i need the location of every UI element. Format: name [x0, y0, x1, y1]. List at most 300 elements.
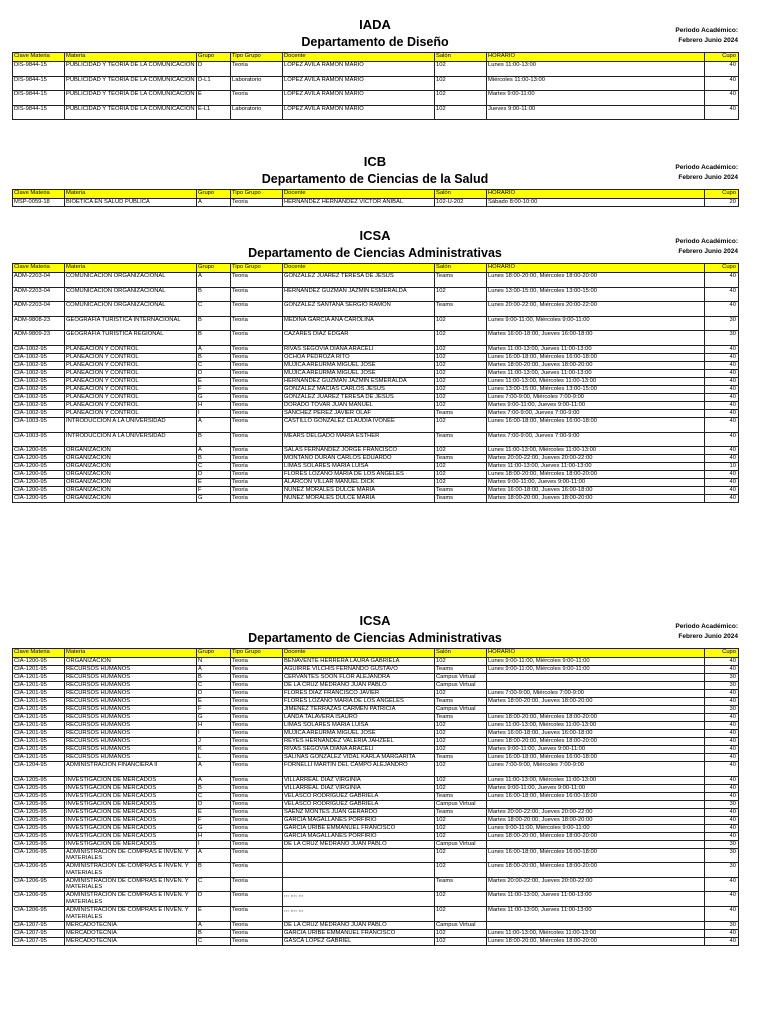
cell-horario: Lunes 13:00-15:00, Miércoles 13:00-15:00	[487, 385, 705, 393]
cell-horario: Lunes 11:00-13:00, Miércoles 11:00-13:00	[487, 377, 705, 385]
table-header-row	[13, 264, 739, 273]
cell-docente: RIVAS SEGOVIA DIANA ARACELI	[283, 746, 435, 754]
table-row	[13, 816, 739, 824]
cell-grupo: K	[197, 746, 231, 754]
table-row	[13, 877, 739, 892]
department-title: Departamento de Ciencias Administrativas	[248, 246, 502, 260]
period-label: Periodo Académico:	[675, 238, 738, 245]
institute-title: ICB	[363, 154, 387, 169]
cell-horario: Lunes 9:00-11:00, Miércoles 9:00-11:00	[487, 666, 705, 674]
cell-clave: ADM-2203-04	[13, 287, 65, 302]
cell-cupo: 40	[705, 690, 739, 698]
cell-cupo: 30	[705, 331, 739, 346]
cell-salon: 102	[435, 471, 487, 479]
cell-grupo: B	[197, 316, 231, 331]
cell-salon: 102	[435, 361, 487, 369]
cell-clave: CIA-1200-95	[13, 447, 65, 455]
cell-grupo: E	[197, 906, 231, 921]
cell-grupo: B	[197, 353, 231, 361]
cell-salon: 102	[435, 369, 487, 377]
column-header-cupo: Cupo	[705, 264, 739, 273]
cell-cupo: 40	[705, 62, 739, 77]
cell-grupo: B	[197, 929, 231, 937]
cell-grupo: C	[197, 792, 231, 800]
cell-salon: 102	[435, 479, 487, 487]
cell-grupo: B	[197, 455, 231, 463]
table-row	[13, 487, 739, 495]
cell-cupo: 40	[705, 666, 739, 674]
table-row	[13, 495, 739, 503]
cell-materia: RECURSOS HUMANOS	[65, 698, 197, 706]
cell-tipo: Teoria	[231, 674, 283, 682]
cell-horario: Martes 7:00-9:00, Jueves 7:00-9:00	[487, 432, 705, 447]
cell-tipo: Teoria	[231, 377, 283, 385]
cell-docente: LOPEZ AVILA RAMON MARIO	[283, 62, 435, 77]
cell-grupo: G	[197, 393, 231, 401]
cell-clave: CIA-1002-95	[13, 361, 65, 369]
cell-docente: VILLARREAL DIAZ VIRGINIA	[283, 784, 435, 792]
cell-clave: CIA-1201-95	[13, 674, 65, 682]
cell-materia: PLANEACION Y CONTROL	[65, 369, 197, 377]
table-row	[13, 762, 739, 777]
cell-clave: CIA-1201-95	[13, 738, 65, 746]
cell-grupo: D-L1	[197, 76, 231, 91]
cell-cupo: 40	[705, 937, 739, 945]
cell-tipo: Teoria	[231, 316, 283, 331]
cell-grupo: F	[197, 706, 231, 714]
column-header-grupo: Grupo	[197, 264, 231, 273]
academic-period	[675, 237, 738, 257]
cell-grupo: B	[197, 863, 231, 878]
schedule-table	[12, 648, 739, 946]
cell-salon: Teams	[435, 432, 487, 447]
cell-horario: Lunes 18:00-20:00, Miércoles 18:00-20:00	[487, 738, 705, 746]
cell-tipo: Teoria	[231, 302, 283, 317]
cell-tipo: Teoria	[231, 906, 283, 921]
cell-materia: MERCADOTECNIA	[65, 937, 197, 945]
cell-horario	[487, 800, 705, 808]
period-label: Periodo Académico:	[675, 27, 738, 34]
cell-cupo: 40	[705, 832, 739, 840]
table-row	[13, 385, 739, 393]
cell-tipo: Teoria	[231, 487, 283, 495]
cell-cupo: 40	[705, 91, 739, 106]
cell-clave: CIA-1201-95	[13, 706, 65, 714]
cell-cupo: 30	[705, 921, 739, 929]
cell-horario: Lunes 7:00-9:00, Miércoles 7:00-9:00	[487, 690, 705, 698]
cell-clave: CIA-1201-95	[13, 698, 65, 706]
column-header-cupo: Cupo	[705, 53, 739, 62]
cell-materia: RECURSOS HUMANOS	[65, 666, 197, 674]
period-value: Febrero Junio 2024	[678, 633, 738, 640]
cell-salon: 102	[435, 91, 487, 106]
cell-cupo: 40	[705, 432, 739, 447]
cell-tipo: Teoria	[231, 273, 283, 288]
cell-cupo: 20	[705, 199, 739, 207]
table-row	[13, 361, 739, 369]
cell-grupo: C	[197, 682, 231, 690]
cell-salon: 102	[435, 463, 487, 471]
column-header-docente: Docente	[283, 264, 435, 273]
cell-materia: COMUNICACION ORGANIZACIONAL	[65, 287, 197, 302]
department-header	[12, 623, 738, 648]
table-row	[13, 682, 739, 690]
cell-docente: MEARS DELGADO MARIA ESTHER	[283, 432, 435, 447]
cell-grupo: B	[197, 287, 231, 302]
cell-clave: CIA-1201-95	[13, 690, 65, 698]
cell-tipo: Teoria	[231, 682, 283, 690]
cell-tipo: Teoria	[231, 840, 283, 848]
cell-materia: PUBLICIDAD Y TEORIA DE LA COMUNICACION	[65, 62, 197, 77]
cell-docente: GARCIA MAGALLANES PORFIRIO	[283, 832, 435, 840]
cell-clave: DIS-9844-15	[13, 91, 65, 106]
cell-salon: Teams	[435, 302, 487, 317]
table-row	[13, 287, 739, 302]
table-row	[13, 658, 739, 666]
cell-docente: RIVAS SEGOVIA DIANA ARACELI	[283, 345, 435, 353]
table-row	[13, 921, 739, 929]
cell-salon: Teams	[435, 877, 487, 892]
cell-horario: Lunes 9:00-11:00, Miércoles 9:00-11:00	[487, 316, 705, 331]
cell-grupo: G	[197, 495, 231, 503]
table-row	[13, 447, 739, 455]
cell-clave: DIS-9844-15	[13, 105, 65, 120]
cell-tipo: Teoria	[231, 792, 283, 800]
cell-salon: 102	[435, 832, 487, 840]
cell-salon: 102	[435, 848, 487, 863]
cell-salon: 102	[435, 929, 487, 937]
cell-salon: 102	[435, 345, 487, 353]
cell-materia: INVESTIGACION DE MERCADOS	[65, 784, 197, 792]
cell-grupo: B	[197, 331, 231, 346]
cell-clave: CIA-1002-95	[13, 353, 65, 361]
table-row	[13, 91, 739, 106]
cell-clave: CIA-1002-95	[13, 409, 65, 417]
cell-clave: CIA-1207-95	[13, 929, 65, 937]
column-header-clave: Clave Materia	[13, 190, 65, 199]
cell-horario: Martes 11:00-13:00, Jueves 11:00-13:00	[487, 892, 705, 907]
table-row	[13, 906, 739, 921]
table-row	[13, 331, 739, 346]
column-header-salon: Salón	[435, 53, 487, 62]
cell-horario: Lunes 11:00-13:00, Miércoles 11:00-13:00	[487, 722, 705, 730]
cell-cupo: 40	[705, 929, 739, 937]
table-row	[13, 353, 739, 361]
cell-materia: PLANEACION Y CONTROL	[65, 409, 197, 417]
cell-materia: PLANEACION Y CONTROL	[65, 377, 197, 385]
cell-docente: SANCHEZ PEREZ JAVIER OLAF	[283, 409, 435, 417]
cell-cupo: 40	[705, 906, 739, 921]
cell-cupo: 40	[705, 385, 739, 393]
table-row	[13, 377, 739, 385]
cell-clave: CIA-1200-95	[13, 658, 65, 666]
cell-horario: Lunes 16:00-18:00, Miércoles 16:00-18:00	[487, 848, 705, 863]
schedule-table	[12, 263, 739, 503]
table-row	[13, 840, 739, 848]
cell-materia: GEOGRAFÍA TURÍSTICA REGIONAL	[65, 331, 197, 346]
column-header-docente: Docente	[283, 190, 435, 199]
cell-horario: Lunes 18:00-20:00, Miércoles 18:00-20:00	[487, 863, 705, 878]
table-row	[13, 302, 739, 317]
cell-grupo: C	[197, 877, 231, 892]
column-header-salon: Salón	[435, 264, 487, 273]
cell-materia: INVESTIGACION DE MERCADOS	[65, 824, 197, 832]
cell-cupo: 40	[705, 658, 739, 666]
column-header-tipo: Tipo Grupo	[231, 190, 283, 199]
column-header-clave: Clave Materia	[13, 264, 65, 273]
cell-clave: CIA-1002-95	[13, 401, 65, 409]
cell-materia: INVESTIGACION DE MERCADOS	[65, 840, 197, 848]
cell-clave: ADM-2203-04	[13, 273, 65, 288]
cell-cupo: 40	[705, 105, 739, 120]
cell-materia: ORGANIZACION	[65, 479, 197, 487]
cell-docente: LIMAS SOLARES MARIA LUISA	[283, 463, 435, 471]
cell-tipo: Laboratorio	[231, 105, 283, 120]
cell-cupo: 40	[705, 302, 739, 317]
table-row	[13, 784, 739, 792]
cell-horario: Lunes 7:00-9:00, Miércoles 7:00-9:00	[487, 762, 705, 777]
cell-docente: GARCIA MAGALLANES PORFIRIO	[283, 816, 435, 824]
cell-tipo: Teoria	[231, 331, 283, 346]
cell-salon: 102	[435, 722, 487, 730]
cell-clave: MSP-0059-18	[13, 199, 65, 207]
table-row	[13, 863, 739, 878]
cell-docente: GONZALEZ JUAREZ TERESA DE JESUS	[283, 273, 435, 288]
cell-tipo: Teoria	[231, 432, 283, 447]
cell-grupo: A	[197, 848, 231, 863]
cell-cupo: 30	[705, 848, 739, 863]
cell-docente: JIMENEZ TERRAZAS CARMEN PATRICIA	[283, 706, 435, 714]
cell-tipo: Teoria	[231, 929, 283, 937]
cell-cupo: 40	[705, 738, 739, 746]
cell-grupo: C	[197, 302, 231, 317]
column-header-clave: Clave Materia	[13, 649, 65, 658]
cell-horario: Sábado 8:00-10:00	[487, 199, 705, 207]
column-header-grupo: Grupo	[197, 53, 231, 62]
cell-docente: HERNANDEZ GUZMAN JAZMIN ESMERALDA	[283, 287, 435, 302]
column-header-grupo: Grupo	[197, 649, 231, 658]
cell-tipo: Teoria	[231, 824, 283, 832]
cell-grupo: A	[197, 666, 231, 674]
cell-clave: ADM-9809-23	[13, 331, 65, 346]
cell-materia: PUBLICIDAD Y TEORIA DE LA COMUNICACION	[65, 76, 197, 91]
cell-grupo: A	[197, 345, 231, 353]
cell-horario: Lunes 16:00-18:00, Miércoles 16:00-18:00	[487, 792, 705, 800]
cell-tipo: Teoria	[231, 409, 283, 417]
cell-clave: CIA-1205-95	[13, 840, 65, 848]
cell-clave: CIA-1002-95	[13, 393, 65, 401]
cell-tipo: Teoria	[231, 417, 283, 432]
table-row	[13, 714, 739, 722]
cell-salon: Campus Virtual	[435, 840, 487, 848]
cell-horario: Martes 18:00-20:00, Jueves 18:00-20:00	[487, 698, 705, 706]
cell-horario: Martes 20:00-22:00, Jueves 20:00-22:00	[487, 808, 705, 816]
table-row	[13, 105, 739, 120]
cell-clave: CIA-1002-95	[13, 345, 65, 353]
cell-salon: Teams	[435, 487, 487, 495]
cell-grupo: F	[197, 487, 231, 495]
cell-tipo: Teoria	[231, 62, 283, 77]
cell-grupo: B	[197, 784, 231, 792]
cell-grupo: C	[197, 361, 231, 369]
cell-materia: RECURSOS HUMANOS	[65, 706, 197, 714]
column-header-materia: Materia	[65, 53, 197, 62]
cell-docente: DE LA CRUZ MEDRANO JUAN PABLO	[283, 840, 435, 848]
cell-tipo: Teoria	[231, 353, 283, 361]
table-row	[13, 892, 739, 907]
cell-horario: Lunes 9:00-11:00, Miércoles 9:00-11:00	[487, 824, 705, 832]
department-header	[12, 164, 738, 189]
schedule-section	[12, 18, 738, 120]
column-header-horario: HORARIO	[487, 53, 705, 62]
department-title: Departamento de Diseño	[301, 35, 449, 49]
cell-salon: Teams	[435, 666, 487, 674]
cell-materia: INVESTIGACION DE MERCADOS	[65, 776, 197, 784]
cell-tipo: Teoria	[231, 816, 283, 824]
cell-clave: CIA-1205-95	[13, 808, 65, 816]
cell-grupo: F	[197, 385, 231, 393]
cell-materia: PUBLICIDAD Y TEORIA DE LA COMUNICACION	[65, 105, 197, 120]
table-header-row	[13, 190, 739, 199]
table-row	[13, 432, 739, 447]
cell-materia: ORGANIZACION	[65, 455, 197, 463]
cell-grupo: D	[197, 471, 231, 479]
cell-clave: DIS-9844-15	[13, 62, 65, 77]
table-row	[13, 674, 739, 682]
cell-horario: Jueves 9:00-11:00	[487, 105, 705, 120]
cell-tipo: Teoria	[231, 921, 283, 929]
cell-horario	[487, 682, 705, 690]
table-header-row	[13, 53, 739, 62]
cell-docente: DORADO TOVAR JUAN MANUEL	[283, 401, 435, 409]
cell-docente	[283, 877, 435, 892]
cell-docente: HERNANDEZ HERNANDEZ VICTOR ANIBAL	[283, 199, 435, 207]
cell-cupo: 40	[705, 877, 739, 892]
cell-materia: ORGANIZACION	[65, 658, 197, 666]
cell-salon: 102	[435, 690, 487, 698]
table-row	[13, 776, 739, 784]
cell-clave: DIS-9844-15	[13, 76, 65, 91]
cell-docente: GARCIA URIBE EMMANUEL FRANCISCO	[283, 824, 435, 832]
table-row	[13, 730, 739, 738]
period-label: Periodo Académico:	[675, 623, 738, 630]
cell-materia: RECURSOS HUMANOS	[65, 674, 197, 682]
schedule-table	[12, 52, 739, 120]
cell-salon: Teams	[435, 455, 487, 463]
cell-cupo: 40	[705, 377, 739, 385]
cell-docente: FLORES LOZANO MARIA DE LOS ANGELES	[283, 471, 435, 479]
cell-grupo: I	[197, 840, 231, 848]
cell-tipo: Teoria	[231, 848, 283, 863]
cell-grupo: A	[197, 762, 231, 777]
cell-grupo: D	[197, 62, 231, 77]
cell-salon: 102	[435, 746, 487, 754]
cell-docente: REYES HERNANDEZ VALERIA JAHZEEL	[283, 738, 435, 746]
academic-period	[675, 163, 738, 183]
cell-salon: Teams	[435, 698, 487, 706]
cell-tipo: Teoria	[231, 937, 283, 945]
table-row	[13, 463, 739, 471]
cell-clave: ADM-9808-23	[13, 316, 65, 331]
cell-tipo: Teoria	[231, 784, 283, 792]
cell-clave: CIA-1206-95	[13, 892, 65, 907]
cell-salon: 102	[435, 784, 487, 792]
period-value: Febrero Junio 2024	[678, 174, 738, 181]
cell-materia: PLANEACION Y CONTROL	[65, 393, 197, 401]
cell-cupo: 40	[705, 808, 739, 816]
cell-tipo: Teoria	[231, 722, 283, 730]
cell-docente: MUJICA AREURMA MIGUEL JOSE	[283, 369, 435, 377]
cell-docente: NUÑEZ MORALES DULCE MARIA	[283, 495, 435, 503]
cell-clave: CIA-1206-95	[13, 906, 65, 921]
cell-horario: Martes 20:00-22:00, Jueves 20:00-22:00	[487, 455, 705, 463]
cell-cupo: 40	[705, 369, 739, 377]
cell-salon: 102	[435, 331, 487, 346]
cell-materia: PLANEACION Y CONTROL	[65, 353, 197, 361]
column-header-tipo: Tipo Grupo	[231, 649, 283, 658]
cell-cupo: 30	[705, 863, 739, 878]
cell-clave: CIA-1204-95	[13, 762, 65, 777]
cell-salon: Campus Virtual	[435, 921, 487, 929]
cell-grupo: I	[197, 730, 231, 738]
academic-period	[675, 26, 738, 46]
cell-clave: CIA-1201-95	[13, 754, 65, 762]
cell-cupo: 40	[705, 824, 739, 832]
cell-cupo: 40	[705, 892, 739, 907]
column-header-horario: HORARIO	[487, 190, 705, 199]
cell-docente: GASCA LOPEZ GABRIEL	[283, 937, 435, 945]
cell-materia: ADMINISTRACION DE COMPRAS E INVEN. Y MATERIALES	[65, 877, 197, 892]
column-header-grupo: Grupo	[197, 190, 231, 199]
cell-horario: Lunes 18:00-20:00, Miércoles 18:00-20:00	[487, 714, 705, 722]
column-header-cupo: Cupo	[705, 649, 739, 658]
cell-materia: PLANEACION Y CONTROL	[65, 361, 197, 369]
cell-salon: 102	[435, 738, 487, 746]
cell-docente: NUÑEZ MORALES DULCE MARIA	[283, 487, 435, 495]
cell-salon: 102	[435, 776, 487, 784]
cell-salon: 102	[435, 762, 487, 777]
cell-cupo: 30	[705, 682, 739, 690]
table-row	[13, 471, 739, 479]
cell-tipo: Teoria	[231, 385, 283, 393]
cell-cupo: 30	[705, 800, 739, 808]
cell-grupo: C	[197, 463, 231, 471]
cell-horario: Martes 7:00-9:00, Jueves 7:00-9:00	[487, 409, 705, 417]
cell-salon: 102	[435, 105, 487, 120]
table-row	[13, 808, 739, 816]
period-value: Febrero Junio 2024	[678, 248, 738, 255]
cell-docente: ,,, ,,,, ,,,	[283, 906, 435, 921]
table-row	[13, 937, 739, 945]
cell-clave: CIA-1205-95	[13, 776, 65, 784]
cell-horario: Martes 18:00-20:00, Jueves 18:00-20:00	[487, 361, 705, 369]
cell-cupo: 40	[705, 479, 739, 487]
table-row	[13, 738, 739, 746]
cell-tipo: Teoria	[231, 495, 283, 503]
cell-materia: INTRODUCCION A LA UNIVERSIDAD	[65, 417, 197, 432]
cell-materia: INTRODUCCION A LA UNIVERSIDAD	[65, 432, 197, 447]
cell-docente: HERNANDEZ GUZMAN JAZMIN ESMERALDA	[283, 377, 435, 385]
cell-materia: RECURSOS HUMANOS	[65, 682, 197, 690]
cell-horario: Lunes 20:00-22:00, Miércoles 20:00-22:00	[487, 302, 705, 317]
cell-salon: Campus Virtual	[435, 674, 487, 682]
column-header-materia: Materia	[65, 190, 197, 199]
table-row	[13, 369, 739, 377]
cell-clave: ADM-2203-04	[13, 302, 65, 317]
cell-clave: CIA-1200-95	[13, 487, 65, 495]
cell-horario: Lunes 9:00-11:00, Miércoles 9:00-11:00	[487, 658, 705, 666]
cell-salon: Campus Virtual	[435, 706, 487, 714]
